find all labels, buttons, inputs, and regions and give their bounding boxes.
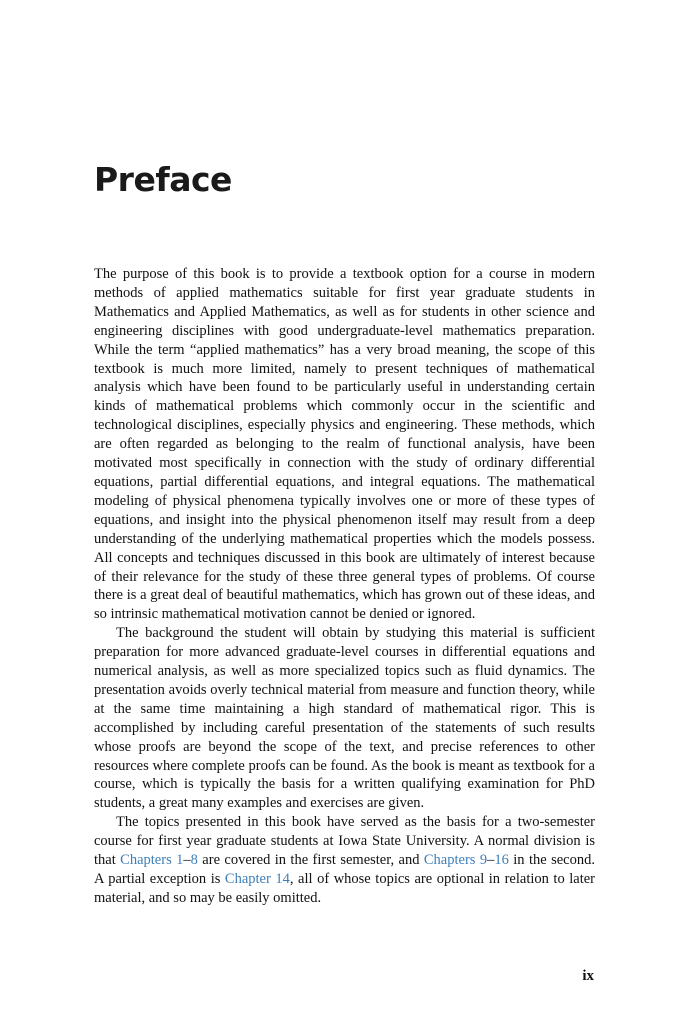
preface-body [94, 265, 595, 908]
chapters-9-link[interactable]: Chapters 9 [423, 852, 488, 869]
chapter-16-link[interactable]: 16 [494, 852, 509, 869]
paragraph-3-text: , all of whose topics are optional in relation to later material, and so may be easily omitted. [94, 871, 595, 906]
chapters-1-link[interactable]: Chapters 1 [120, 852, 184, 869]
paragraph-3-text: in the second. A partial exception is [94, 852, 595, 887]
paragraph-3-text: The topics presented in this book have served as the basis for a two-semester course for first year graduate students at Iowa State University. A normal division is that [94, 814, 595, 869]
paragraph-3-text: are covered in the first semester, and [197, 852, 424, 869]
page-number: ix [582, 968, 594, 984]
chapter-8-link[interactable]: 8 [190, 852, 198, 869]
range-dash: – [487, 852, 495, 869]
paragraph-3 [94, 813, 595, 908]
range-dash: – [183, 852, 191, 869]
page-title: Preface [94, 160, 232, 199]
paragraph-2: The background the student will obtain by studying this material is sufficient preparation for more advanced graduate-level courses in differential equations and numerical analysis, as well as more specialized topics such as fluid dynamics. The presentation avoids overly technical material from measure and function theory, while at the same time maintaining a high standard of mathematical rigor. This is accomplished by including careful presentation of the statements of such results whose proofs are beyond the scope of the text, and precise references to other resources where complete proofs can be found. As the book is meant as textbook for a course, which is typically the basis for a written qualifying examination for PhD students, a great many examples and exercises are given. [94, 625, 595, 812]
paragraph-1: The purpose of this book is to provide a textbook option for a course in modern methods of applied mathematics suitable for first year graduate students in Mathematics and Applied Mathematics, as well as for students in other science and engineering disciplines with good undergraduate-level mathematics preparation. While the term “applied mathematics” has a very broad meaning, the scope of this textbook is much more limited, namely to present techniques of mathematical analysis which have been found to be particularly useful in understanding certain kinds of mathematical problems which commonly occur in the scientific and technological disciplines, especially physics and engineering. These methods, which are often regarded as belonging to the realm of functional analysis, have been motivated most specifically in connection with the study of ordinary differential equations, partial differential equations, and integral equations. The mathematical modeling of physical phenomena typically involves one or more of these types of equations, and insight into the physical phenomenon itself may result from a deep understanding of the underlying mathematical properties which the models possess. All concepts and techniques discussed in this book are ultimately of interest because of their relevance for the study of these three general types of problems. Of course there is a great deal of beautiful mathematics, which has grown out of these ideas, and so intrinsic mathematical motivation cannot be denied or ignored. [94, 266, 595, 623]
chapter-14-link[interactable]: Chapter 14 [224, 871, 290, 887]
